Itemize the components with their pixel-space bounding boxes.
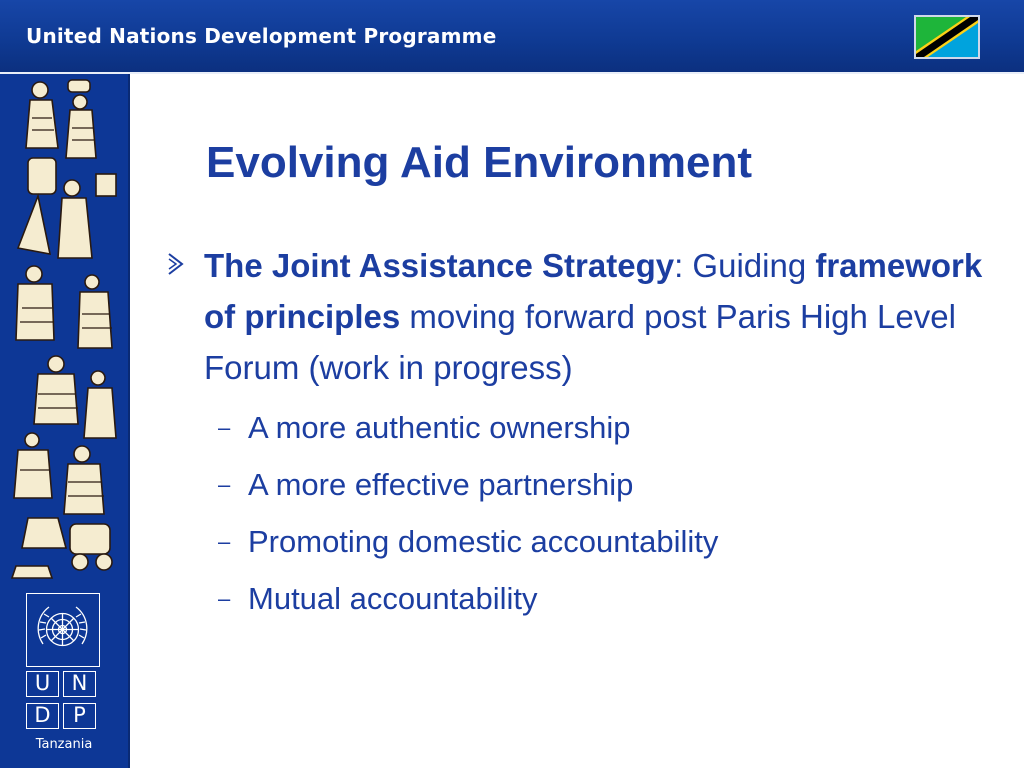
sub-bullet bbox=[218, 399, 1006, 456]
sub-bullet-text: Promoting domestic accountability bbox=[248, 524, 719, 559]
main-bullet bbox=[166, 240, 1004, 393]
logo-letter-n: N bbox=[63, 671, 96, 697]
header-divider bbox=[0, 72, 1024, 74]
logo-letter-d: D bbox=[26, 703, 59, 729]
un-emblem-icon bbox=[26, 593, 100, 667]
slide-title: Evolving Aid Environment bbox=[206, 138, 752, 187]
tanzania-flag-icon bbox=[914, 15, 980, 59]
logo-letter-u: U bbox=[26, 671, 59, 697]
sub-bullet bbox=[218, 513, 1006, 570]
people-illustration-icon bbox=[8, 78, 124, 583]
dash-marker: – bbox=[218, 529, 231, 554]
undp-logo bbox=[26, 593, 100, 761]
sub-bullet-text: A more effective partnership bbox=[248, 467, 634, 502]
slide-content bbox=[166, 240, 1006, 627]
bullet-text-tail: moving forward post Paris High Level Forum (work in progress) bbox=[204, 298, 956, 386]
dash-marker: – bbox=[218, 586, 231, 611]
sub-bullet-text: A more authentic ownership bbox=[248, 410, 631, 445]
dash-marker: – bbox=[218, 415, 231, 440]
sub-bullet-text: Mutual accountability bbox=[248, 581, 538, 616]
dash-marker: – bbox=[218, 472, 231, 497]
arrow-bullet-icon bbox=[166, 251, 186, 277]
bullet-text-after-lead: : Guiding bbox=[674, 247, 816, 284]
org-name: United Nations Development Programme bbox=[26, 24, 497, 48]
sub-bullet bbox=[218, 570, 1006, 627]
logo-letter-p: P bbox=[63, 703, 96, 729]
header-bar bbox=[0, 0, 1024, 74]
bullet-bold-lead: The Joint Assistance Strategy bbox=[204, 247, 675, 284]
logo-country: Tanzania bbox=[35, 737, 93, 752]
undp-letters bbox=[26, 671, 100, 731]
sub-bullet-list bbox=[218, 399, 1006, 627]
sidebar-edge bbox=[128, 74, 130, 768]
sub-bullet bbox=[218, 456, 1006, 513]
bullet-bold-mid: framework of principles bbox=[204, 247, 983, 335]
